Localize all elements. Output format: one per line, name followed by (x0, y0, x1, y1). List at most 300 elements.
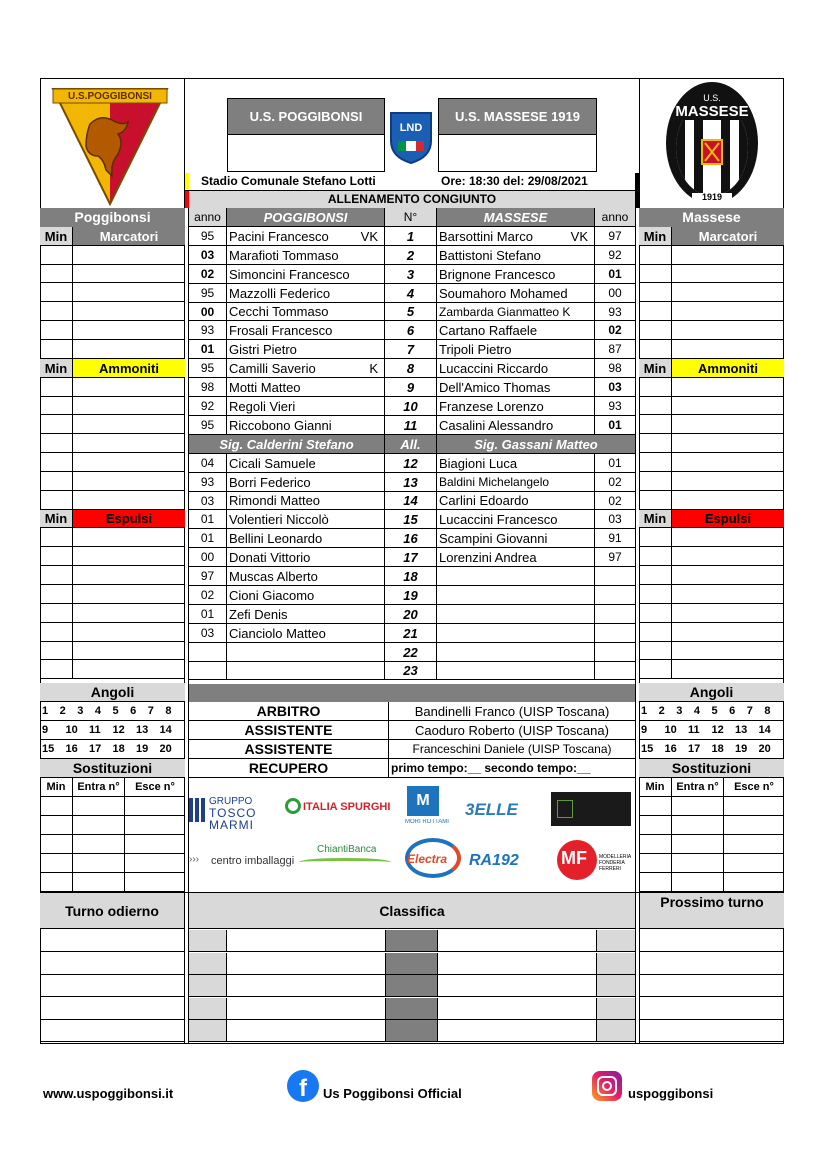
entry-cell[interactable] (73, 566, 185, 585)
scorers-header: Marcatori (73, 227, 185, 246)
side-team-name: Poggibonsi (40, 208, 185, 227)
min-cell[interactable] (40, 321, 73, 340)
min-cell[interactable] (639, 660, 672, 679)
next-round-cell[interactable] (640, 930, 784, 952)
standings-team-cell[interactable] (227, 998, 386, 1020)
away-player-year: 01 (595, 265, 635, 284)
shirt-number: 6 (385, 321, 437, 340)
corner-number[interactable]: 7 (147, 705, 154, 717)
away-player-year: 02 (595, 492, 635, 510)
entry-cell[interactable] (73, 453, 185, 472)
entry-cell[interactable] (672, 415, 784, 434)
instagram-icon[interactable] (592, 1071, 622, 1101)
home-player-name-text: Motti Matteo (229, 380, 301, 395)
entry-cell[interactable] (73, 265, 185, 283)
corner-number[interactable]: 12 (711, 724, 724, 736)
home-player-year: 03 (189, 624, 227, 643)
min-header: Min (639, 359, 672, 378)
corner-number[interactable]: 11 (89, 724, 101, 736)
min-cell[interactable] (40, 340, 73, 359)
min-cell[interactable] (40, 585, 73, 604)
sub-out-header: Esce n° (125, 778, 185, 797)
standings-team-cell[interactable] (438, 1020, 597, 1042)
corner-number[interactable]: 9 (641, 724, 648, 736)
home-player-name (227, 284, 385, 303)
away-coach: Sig. Gassani Matteo (437, 435, 635, 454)
away-player-name-text: Zambarda Gianmatteo K (439, 305, 571, 319)
min-cell[interactable] (40, 528, 73, 547)
sponsor-ra192: RA192 (469, 852, 519, 869)
corner-number[interactable]: 20 (758, 743, 771, 755)
corner-number[interactable]: 2 (59, 705, 66, 717)
home-player-year: 00 (189, 303, 227, 321)
corners-header: Angoli (40, 683, 185, 702)
current-round-cell[interactable] (40, 998, 184, 1020)
corner-number[interactable]: 1 (641, 705, 648, 717)
lnd-shield-icon (388, 110, 434, 166)
centro-imballaggi-logo: ››› centro imballaggi (189, 854, 295, 867)
sub-min-cell[interactable] (639, 835, 672, 854)
min-cell[interactable] (40, 283, 73, 302)
min-cell[interactable] (40, 453, 73, 472)
corner-number[interactable]: 8 (764, 705, 771, 717)
yellow-cards-header: Ammoniti (672, 359, 784, 378)
min-cell[interactable] (639, 378, 672, 397)
sub-min-cell[interactable] (40, 816, 73, 835)
corners-row (40, 740, 185, 759)
standings-pos-cell (597, 1020, 635, 1042)
next-round-cell[interactable] (640, 953, 784, 975)
min-cell[interactable] (639, 585, 672, 604)
current-round-cell[interactable] (40, 930, 184, 952)
corner-number[interactable]: 16 (65, 743, 78, 755)
min-cell[interactable] (639, 566, 672, 585)
entry-cell[interactable] (672, 283, 784, 302)
corner-number[interactable]: 16 (664, 743, 677, 755)
massese-logo-year: 1919 (701, 192, 723, 202)
standings-points-cell (386, 1020, 438, 1042)
sponsor-dark-logo (551, 792, 631, 826)
corner-number[interactable]: 3 (676, 705, 683, 717)
standings-pos-cell (189, 953, 227, 975)
min-cell[interactable] (40, 472, 73, 491)
corner-number[interactable]: 15 (641, 743, 654, 755)
home-player-name-text: Volentieri Niccolò (229, 512, 329, 527)
away-player-name-text: Biagioni Luca (439, 456, 518, 471)
home-player-name (227, 605, 385, 624)
sub-out-cell[interactable] (125, 797, 185, 816)
facebook-icon[interactable]: f (287, 1070, 319, 1102)
sub-min-cell[interactable] (40, 873, 73, 892)
min-cell[interactable] (639, 415, 672, 434)
sponsor-gruppo: GRUPPO (209, 796, 253, 807)
coach-label: All. (385, 435, 437, 454)
entry-cell[interactable] (73, 623, 185, 642)
sub-in-cell[interactable] (672, 797, 724, 816)
entry-cell[interactable] (73, 415, 185, 434)
sub-out-cell[interactable] (724, 873, 784, 892)
entry-cell[interactable] (73, 491, 185, 510)
entry-cell[interactable] (672, 472, 784, 491)
min-cell[interactable] (639, 623, 672, 642)
official-name[interactable]: primo tempo:__ secondo tempo:__ (389, 759, 635, 778)
home-player-name-text: Simoncini Francesco (229, 267, 350, 282)
sub-out-cell[interactable] (724, 797, 784, 816)
entry-cell[interactable] (73, 378, 185, 397)
sponsors-area (189, 778, 635, 892)
min-cell[interactable] (40, 660, 73, 679)
min-cell[interactable] (40, 397, 73, 415)
poggibonsi-logo (50, 86, 170, 206)
away-player-year (595, 586, 635, 605)
min-cell[interactable] (40, 566, 73, 585)
min-cell[interactable] (639, 604, 672, 623)
standings-pos-cell (597, 998, 635, 1020)
min-cell[interactable] (40, 547, 73, 566)
entry-cell[interactable] (672, 604, 784, 623)
min-cell[interactable] (40, 302, 73, 321)
sub-in-cell[interactable] (672, 835, 724, 854)
entry-cell[interactable] (672, 491, 784, 510)
massese-logo-name: MASSESE (675, 103, 749, 120)
entry-cell[interactable] (73, 660, 185, 679)
min-cell[interactable] (639, 472, 672, 491)
official-name: Bandinelli Franco (UISP Toscana) (389, 702, 635, 721)
standings-team-cell[interactable] (438, 975, 597, 997)
corner-number[interactable]: 15 (42, 743, 55, 755)
sub-out-header: Esce n° (724, 778, 784, 797)
entry-cell[interactable] (672, 453, 784, 472)
away-player-name (437, 454, 595, 473)
min-cell[interactable] (40, 491, 73, 510)
home-team-name: U.S. POGGIBONSI (227, 98, 385, 135)
standings-pos-cell (189, 1020, 227, 1042)
sub-min-cell[interactable] (639, 854, 672, 873)
entry-cell[interactable] (73, 604, 185, 623)
entry-cell[interactable] (672, 547, 784, 566)
home-player-name-text: Cioni Giacomo (229, 588, 315, 603)
entry-cell[interactable] (672, 340, 784, 359)
sub-min-cell[interactable] (639, 797, 672, 816)
home-player-name-text: Camilli Saverio (229, 361, 316, 376)
away-player-name-text: Battistoni Stefano (439, 248, 541, 263)
home-player-role: VK (360, 229, 378, 244)
min-cell[interactable] (40, 623, 73, 642)
corner-number[interactable]: 18 (112, 743, 125, 755)
entry-cell[interactable] (73, 246, 185, 265)
away-player-name-text: Brignone Francesco (439, 267, 556, 282)
min-cell[interactable] (40, 434, 73, 453)
away-player-name (437, 624, 595, 643)
shirt-number: 8 (385, 359, 437, 378)
min-cell[interactable] (40, 246, 73, 265)
away-player-year: 87 (595, 340, 635, 359)
standings-team-cell[interactable] (438, 998, 597, 1020)
away-player-name (437, 378, 595, 397)
home-player-year: 03 (189, 492, 227, 510)
corner-number[interactable]: 3 (77, 705, 84, 717)
away-player-name (437, 303, 595, 321)
corner-number[interactable]: 11 (688, 724, 700, 736)
next-round-cell[interactable] (640, 1020, 784, 1042)
shirt-number: 10 (385, 397, 437, 416)
home-player-name (227, 303, 385, 321)
home-player-name-text: Muscas Alberto (229, 569, 318, 584)
standings-team-cell[interactable] (227, 953, 386, 975)
away-player-name-text: Cartano Raffaele (439, 323, 538, 338)
away-player-year: 91 (595, 529, 635, 548)
shirt-number: 7 (385, 340, 437, 359)
entry-cell[interactable] (672, 642, 784, 660)
shirt-number: 11 (385, 416, 437, 435)
away-player-name-text: Soumahoro Mohamed (439, 286, 568, 301)
home-player-name-text: Cianciolo Matteo (229, 626, 326, 641)
min-cell[interactable] (40, 265, 73, 283)
corner-number[interactable]: 8 (165, 705, 172, 717)
min-cell[interactable] (40, 415, 73, 434)
away-player-role: VK (570, 229, 588, 244)
away-player-name (437, 227, 595, 246)
away-player-name (437, 416, 595, 435)
home-player-name (227, 265, 385, 284)
entry-cell[interactable] (73, 397, 185, 415)
shirt-number: 16 (385, 529, 437, 548)
min-cell[interactable] (639, 283, 672, 302)
min-cell[interactable] (639, 265, 672, 283)
home-player-name-text: Zefi Denis (229, 607, 288, 622)
standings-points-cell (386, 998, 438, 1020)
entry-cell[interactable] (672, 660, 784, 679)
home-roster-header: POGGIBONSI (227, 208, 385, 227)
away-player-name (437, 662, 595, 680)
sub-min-header: Min (40, 778, 73, 797)
entry-cell[interactable] (672, 566, 784, 585)
mori-rottami-logo: M MORI ROTTAMI (405, 786, 453, 830)
away-player-name (437, 359, 595, 378)
sponsor-chianti: ChiantiBanca (317, 844, 377, 855)
entry-cell[interactable] (672, 378, 784, 397)
corner-number[interactable]: 20 (159, 743, 172, 755)
sub-in-cell[interactable] (672, 854, 724, 873)
standings-team-cell[interactable] (227, 1020, 386, 1042)
corner-number[interactable]: 10 (664, 724, 677, 736)
away-player-year: 92 (595, 246, 635, 265)
current-round-cell[interactable] (40, 975, 184, 997)
official-role: ASSISTENTE (189, 740, 389, 759)
sub-min-cell[interactable] (40, 797, 73, 816)
sub-min-cell[interactable] (40, 835, 73, 854)
entry-cell[interactable] (73, 528, 185, 547)
home-player-name (227, 586, 385, 605)
entry-cell[interactable] (73, 283, 185, 302)
corner-number[interactable]: 7 (746, 705, 753, 717)
current-round-cell[interactable] (40, 1020, 184, 1042)
min-cell[interactable] (639, 528, 672, 547)
entry-cell[interactable] (73, 321, 185, 340)
min-cell[interactable] (639, 547, 672, 566)
entry-cell[interactable] (672, 265, 784, 283)
home-player-name (227, 510, 385, 529)
min-cell[interactable] (639, 491, 672, 510)
shirt-number: 13 (385, 473, 437, 492)
entry-cell[interactable] (73, 547, 185, 566)
away-player-year: 93 (595, 397, 635, 416)
venue: Stadio Comunale Stefano Lotti (201, 174, 376, 188)
away-team-name: U.S. MASSESE 1919 (438, 98, 597, 135)
away-player-year: 03 (595, 378, 635, 397)
corner-number[interactable]: 17 (89, 743, 102, 755)
away-player-name-text: Barsottini Marco (439, 229, 533, 244)
corner-number[interactable]: 2 (658, 705, 665, 717)
away-player-name-text: Lucaccini Riccardo (439, 361, 549, 376)
match-type: ALLENAMENTO CONGIUNTO (189, 191, 635, 208)
min-cell[interactable] (639, 302, 672, 321)
current-round-cell[interactable] (40, 953, 184, 975)
home-player-name (227, 321, 385, 340)
sub-in-cell[interactable] (73, 873, 125, 892)
standings-team-cell[interactable] (227, 930, 386, 952)
sub-out-cell[interactable] (125, 873, 185, 892)
entry-cell[interactable] (672, 585, 784, 604)
footer-website[interactable]: www.uspoggibonsi.it (43, 1086, 174, 1101)
corner-number[interactable]: 5 (112, 705, 119, 717)
next-round-cell[interactable] (640, 998, 784, 1020)
min-cell[interactable] (639, 642, 672, 660)
corner-number[interactable]: 6 (130, 705, 137, 717)
entry-cell[interactable] (672, 302, 784, 321)
min-cell[interactable] (639, 397, 672, 415)
entry-cell[interactable] (672, 434, 784, 453)
corner-number[interactable]: 17 (688, 743, 701, 755)
away-player-year: 00 (595, 284, 635, 303)
standings-points-cell (386, 975, 438, 997)
standings-team-cell[interactable] (227, 975, 386, 997)
corner-number[interactable]: 18 (711, 743, 724, 755)
next-round-header: Prossimo turno (640, 893, 784, 929)
home-player-name (227, 662, 385, 680)
home-player-year: 95 (189, 416, 227, 435)
entry-cell[interactable] (672, 623, 784, 642)
standings-team-cell[interactable] (438, 930, 597, 952)
home-player-name (227, 340, 385, 359)
min-cell[interactable] (639, 321, 672, 340)
year-header: anno (595, 208, 635, 227)
sub-in-cell[interactable] (672, 873, 724, 892)
min-cell[interactable] (639, 340, 672, 359)
home-player-name (227, 473, 385, 492)
corner-number[interactable]: 19 (735, 743, 748, 755)
corner-number[interactable]: 13 (735, 724, 748, 736)
home-player-name (227, 378, 385, 397)
entry-cell[interactable] (73, 472, 185, 491)
entry-cell[interactable] (73, 585, 185, 604)
sub-in-cell[interactable] (73, 854, 125, 873)
away-player-name (437, 567, 595, 586)
entry-cell[interactable] (73, 642, 185, 660)
footer-facebook[interactable]: Us Poggibonsi Official (323, 1086, 462, 1101)
sub-out-cell[interactable] (125, 816, 185, 835)
corner-number[interactable]: 10 (65, 724, 78, 736)
standings-header: Classifica (189, 893, 635, 929)
sub-out-cell[interactable] (125, 835, 185, 854)
entry-cell[interactable] (672, 246, 784, 265)
away-player-name (437, 586, 595, 605)
sub-min-cell[interactable] (639, 816, 672, 835)
next-round-cell[interactable] (640, 975, 784, 997)
away-player-name-text: Scampini Giovanni (439, 531, 548, 546)
entry-cell[interactable] (672, 321, 784, 340)
sub-min-cell[interactable] (40, 854, 73, 873)
min-cell[interactable] (40, 604, 73, 623)
corner-number[interactable]: 4 (94, 705, 101, 717)
corner-number[interactable]: 14 (159, 724, 172, 736)
min-cell[interactable] (40, 642, 73, 660)
corner-number[interactable]: 6 (729, 705, 736, 717)
shirt-number: 18 (385, 567, 437, 586)
corner-number[interactable]: 1 (42, 705, 49, 717)
shirt-number: 12 (385, 454, 437, 473)
corner-number[interactable]: 12 (112, 724, 125, 736)
sub-out-cell[interactable] (724, 835, 784, 854)
sub-in-cell[interactable] (672, 816, 724, 835)
sub-in-cell[interactable] (73, 816, 125, 835)
standings-team-cell[interactable] (438, 953, 597, 975)
shirt-number: 14 (385, 492, 437, 510)
home-player-year: 95 (189, 227, 227, 246)
entry-cell[interactable] (672, 397, 784, 415)
sub-out-cell[interactable] (724, 854, 784, 873)
min-cell[interactable] (40, 378, 73, 397)
sub-min-cell[interactable] (639, 873, 672, 892)
footer-instagram[interactable]: uspoggibonsi (628, 1086, 714, 1101)
corner-number[interactable]: 9 (42, 724, 49, 736)
gruppo-tosco-marmi-logo (189, 790, 269, 830)
corner-number[interactable]: 4 (693, 705, 700, 717)
corner-number[interactable]: 19 (136, 743, 149, 755)
home-player-name (227, 643, 385, 662)
away-player-name-text: Carlini Edoardo (439, 493, 529, 508)
min-cell[interactable] (639, 246, 672, 265)
entry-cell[interactable] (73, 340, 185, 359)
away-player-name (437, 492, 595, 510)
sub-in-cell[interactable] (73, 835, 125, 854)
min-cell[interactable] (639, 434, 672, 453)
sub-in-cell[interactable] (73, 797, 125, 816)
substitutions-header: Sostituzioni (40, 759, 185, 778)
sub-out-cell[interactable] (125, 854, 185, 873)
corner-number[interactable]: 14 (758, 724, 771, 736)
away-player-name-text: Baldini Michelangelo (439, 475, 550, 489)
official-name: Franceschini Daniele (UISP Toscana) (389, 740, 635, 759)
away-player-name-text: Lucaccini Francesco (439, 512, 558, 527)
corner-number[interactable]: 13 (136, 724, 149, 736)
away-player-year (595, 662, 635, 680)
min-header: Min (639, 510, 672, 528)
entry-cell[interactable] (73, 302, 185, 321)
home-player-name-text: Borri Federico (229, 475, 311, 490)
standings-pos-cell (597, 930, 635, 952)
entry-cell[interactable] (672, 528, 784, 547)
sub-in-header: Entra n° (73, 778, 125, 797)
away-player-name (437, 605, 595, 624)
sub-out-cell[interactable] (724, 816, 784, 835)
min-cell[interactable] (639, 453, 672, 472)
corners-header: Angoli (639, 683, 784, 702)
corner-number[interactable]: 5 (711, 705, 718, 717)
entry-cell[interactable] (73, 434, 185, 453)
home-player-year: 01 (189, 510, 227, 529)
bottom-section (40, 892, 784, 1044)
